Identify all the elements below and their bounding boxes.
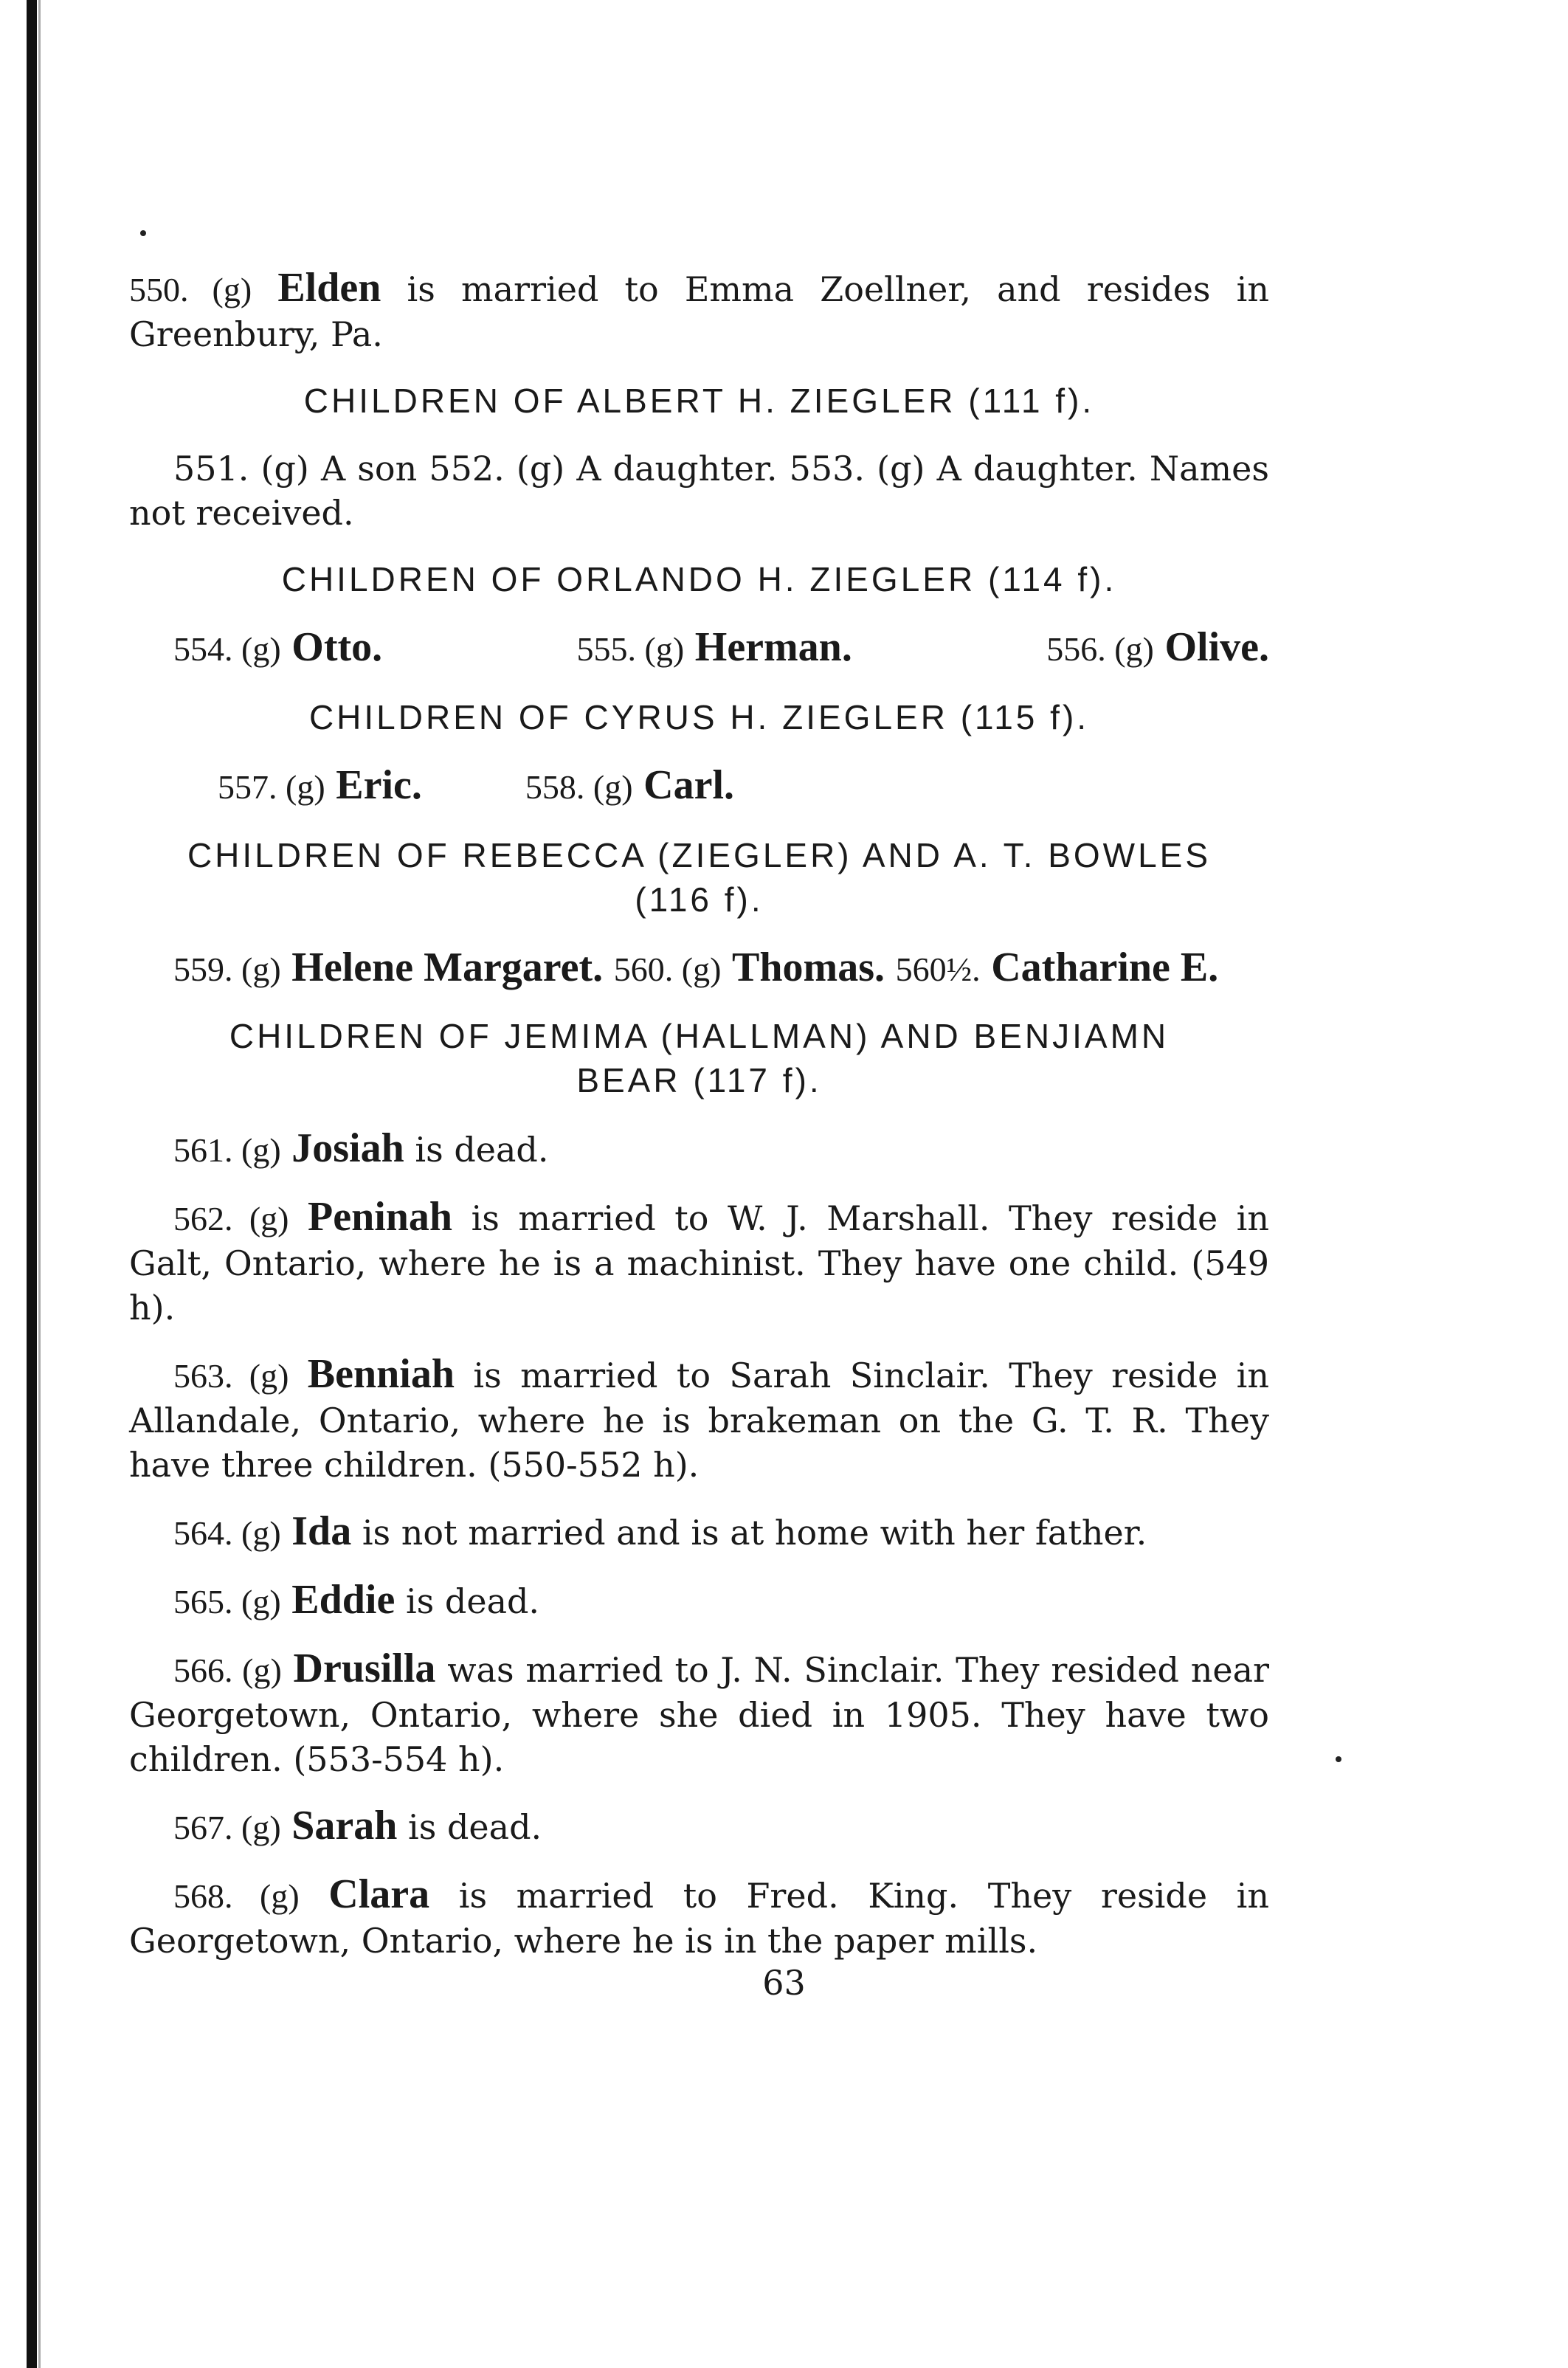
person-name: Carl.	[643, 762, 735, 808]
person-name: Herman.	[694, 624, 852, 670]
entry-551-553: 551. (g) A son 552. (g) A daughter. 553. (g) A daughter. Names not received.	[129, 449, 1269, 533]
person-name: Otto.	[291, 624, 383, 670]
entry-556: 556. (g) Olive.	[1046, 624, 1269, 670]
entry-550: 550. (g) Elden is married to Emma Zoellner, and resides in Greenbury, Pa.	[129, 265, 1270, 354]
entry-561: 561. (g) Josiah is dead.	[173, 1125, 549, 1171]
entry-563: 563. (g) Benniah is married to Sarah Sinclair. They reside in Allandale, Ontario, where he is brakeman on the G. T. R. They have three children. (550-552 h).	[129, 1351, 1270, 1485]
entry-559-560: 559. (g) Helene Margaret. 560. (g) Thomas. 560½. Catharine E.	[173, 945, 1219, 990]
person-name: Josiah	[291, 1125, 404, 1171]
person-name: Benniah	[307, 1351, 455, 1397]
entry-567: 567. (g) Sarah is dead.	[173, 1803, 542, 1849]
person-name: Thomas.	[732, 945, 885, 990]
person-name: Helene Margaret.	[291, 945, 604, 990]
heading-rebecca-bowles: CHILDREN OF REBECCA (ZIEGLER) AND A. T. BOWLES (116 f).	[187, 836, 1212, 919]
scan-speck	[1336, 1756, 1341, 1762]
entry-564: 564. (g) Ida is not married and is at home with her father.	[173, 1508, 1147, 1554]
heading-albert-ziegler: CHILDREN OF ALBERT H. ZIEGLER (111 f).	[303, 382, 1095, 420]
heading-cyrus-ziegler: CHILDREN OF CYRUS H. ZIEGLER (115 f).	[308, 698, 1090, 736]
entry-557: 557. (g) Eric.	[218, 762, 422, 808]
person-name: Eddie	[291, 1577, 396, 1623]
heading-orlando-ziegler: CHILDREN OF ORLANDO H. ZIEGLER (114 f).	[281, 560, 1117, 598]
entry-558: 558. (g) Carl.	[525, 762, 735, 808]
person-name: Peninah	[308, 1194, 453, 1240]
book-page	[129, 266, 1269, 1985]
person-name: Catharine E.	[991, 945, 1219, 990]
book-spine-shadow	[27, 0, 37, 2368]
entry-566: 566. (g) Drusilla was married to J. N. Sinclair. They resided near Georgetown, Ontario, where she died in 1905. They have two children. (553-554 h).	[129, 1646, 1269, 1779]
book-spine-edge	[38, 0, 41, 2368]
person-name: Ida	[291, 1508, 352, 1554]
orlando-children-row	[129, 625, 1269, 672]
person-name: Olive.	[1164, 624, 1269, 670]
entry-568: 568. (g) Clara is married to Fred. King. They reside in Georgetown, Ontario, where he is in the paper mills.	[129, 1871, 1270, 1961]
entry-555: 555. (g) Herman.	[576, 624, 852, 670]
person-name: Sarah	[291, 1803, 398, 1849]
person-name: Drusilla	[293, 1646, 436, 1691]
person-name: Elden	[277, 265, 381, 311]
entry-562: 562. (g) Peninah is married to W. J. Marshall. They reside in Galt, Ontario, where he is a machinist. They have one child. (549 h).	[129, 1194, 1270, 1328]
entry-554: 554. (g) Otto.	[173, 624, 383, 670]
scan-speck	[140, 230, 146, 236]
entry-565: 565. (g) Eddie is dead.	[173, 1577, 540, 1623]
person-name: Clara	[328, 1871, 430, 1917]
heading-jemima-bear: CHILDREN OF JEMIMA (HALLMAN) AND BENJIAMN BEAR (117 f).	[229, 1017, 1170, 1100]
page-number: 63	[762, 1963, 806, 2003]
person-name: Eric.	[336, 762, 422, 808]
cyrus-children-row	[129, 763, 1269, 810]
